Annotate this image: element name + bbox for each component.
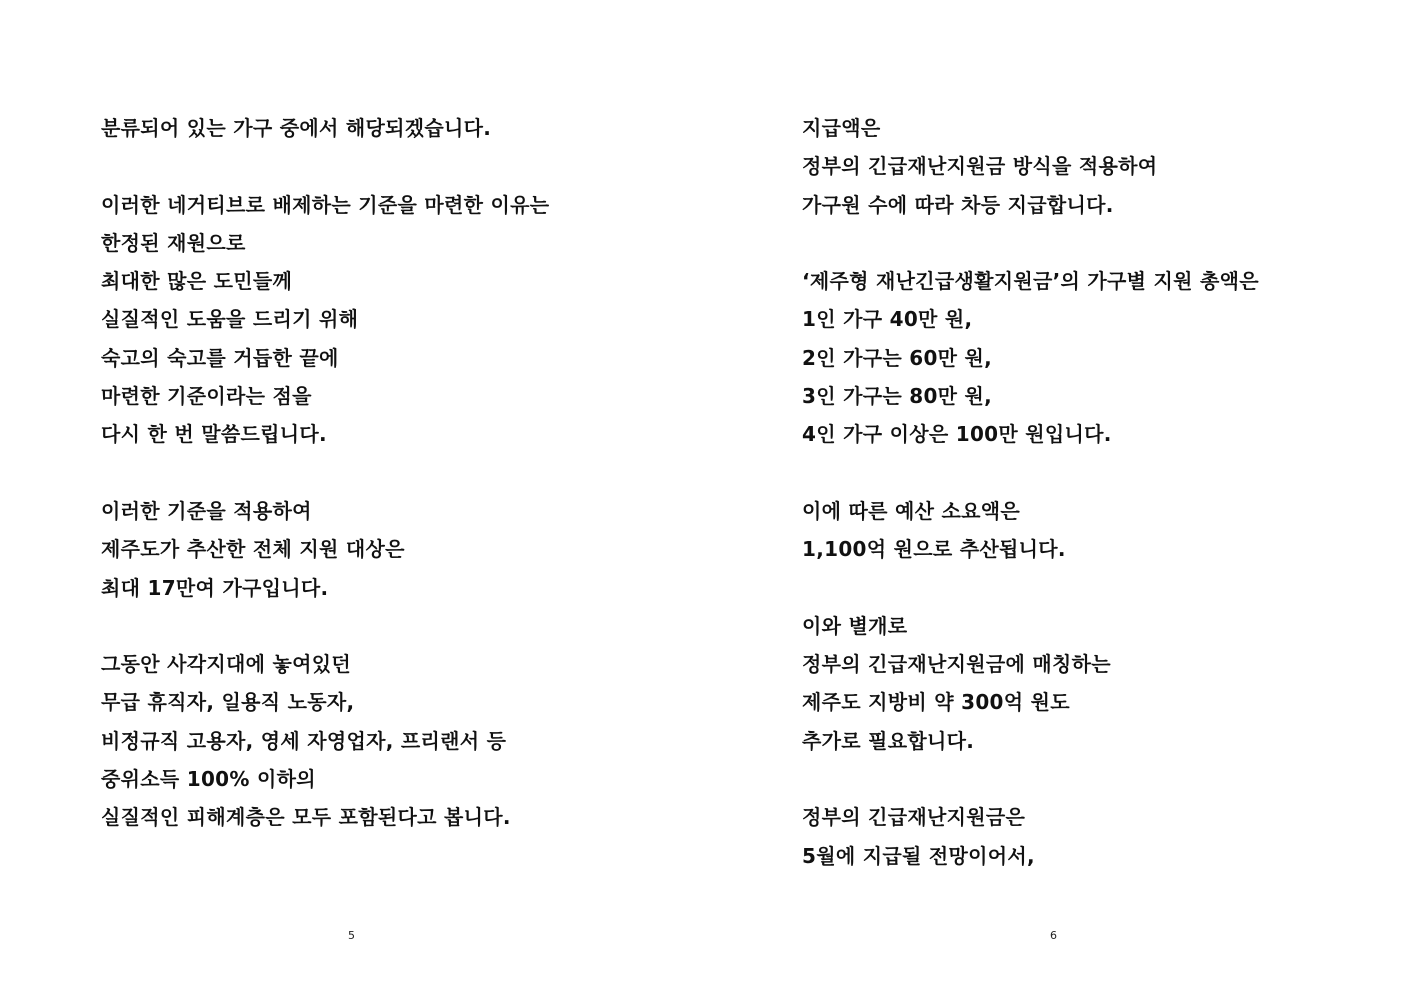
text-line: 정부의 긴급재난지원금 방식을 적용하여 bbox=[802, 154, 1158, 179]
text-line: 숙고의 숙고를 거듭한 끝에 bbox=[101, 345, 339, 370]
text-line: 최대 17만여 가구입니다. bbox=[101, 575, 329, 600]
page-number: 5 bbox=[348, 929, 355, 942]
blank-line bbox=[101, 454, 549, 492]
text-line: 지급액은 bbox=[802, 116, 881, 140]
blank-line bbox=[101, 607, 549, 645]
text-line: 정부의 긴급재난지원금에 매칭하는 bbox=[802, 652, 1111, 677]
text-line: ‘제주형 재난긴급생활지원금’의 가구별 지원 총액은 bbox=[802, 269, 1259, 294]
text-line: 실질적인 피해계층은 모두 포함된다고 봅니다. bbox=[101, 805, 511, 830]
text-line: 분류되어 있는 가구 중에서 해당되겠습니다. bbox=[101, 116, 492, 140]
text-line: 이러한 네거티브로 배제하는 기준을 마련한 이유는 bbox=[101, 192, 550, 217]
text-line: 비정규직 고용자, 영세 자영업자, 프리랜서 등 bbox=[101, 728, 507, 753]
text-line: 이와 별개로 bbox=[802, 613, 908, 638]
text-line: 최대한 많은 도민들께 bbox=[101, 269, 293, 294]
page-left bbox=[0, 0, 701, 992]
text-line: 5월에 지급될 전망이어서, bbox=[802, 843, 1035, 868]
text-line: 4인 가구 이상은 100만 원입니다. bbox=[802, 422, 1112, 447]
text-line: 1인 가구 40만 원, bbox=[802, 307, 973, 332]
blank-line bbox=[802, 760, 1259, 798]
text-line: 정부의 긴급재난지원금은 bbox=[802, 805, 1026, 830]
page-number: 6 bbox=[1050, 929, 1057, 942]
text-line: 그동안 사각지대에 놓여있던 bbox=[101, 652, 351, 677]
text-line: 무급 휴직자, 일용직 노동자, bbox=[101, 690, 355, 715]
text-line: 제주도 지방비 약 300억 원도 bbox=[802, 690, 1070, 715]
text-line: 제주도가 추산한 전체 지원 대상은 bbox=[101, 537, 405, 562]
blank-line bbox=[802, 454, 1259, 492]
text-line: 실질적인 도움을 드리기 위해 bbox=[101, 307, 359, 332]
page-left-text bbox=[101, 109, 549, 837]
blank-line bbox=[802, 569, 1259, 607]
page-right bbox=[701, 0, 1402, 992]
text-line: 다시 한 번 말씀드립니다. bbox=[101, 422, 327, 447]
text-line: 이에 따른 예산 소요액은 bbox=[802, 498, 1020, 523]
text-line: 한정된 재원으로 bbox=[101, 230, 246, 255]
blank-line bbox=[101, 147, 549, 185]
text-line: 1,100억 원으로 추산됩니다. bbox=[802, 537, 1066, 562]
text-line: 2인 가구는 60만 원, bbox=[802, 345, 993, 370]
text-line: 중위소득 100% 이하의 bbox=[101, 767, 316, 792]
text-line: 이러한 기준을 적용하여 bbox=[101, 498, 312, 523]
page-right-text bbox=[802, 109, 1259, 875]
blank-line bbox=[802, 224, 1259, 262]
text-line: 3인 가구는 80만 원, bbox=[802, 384, 993, 409]
text-line: 마련한 기준이라는 점을 bbox=[101, 384, 312, 409]
text-line: 추가로 필요합니다. bbox=[802, 728, 975, 753]
text-line: 가구원 수에 따라 차등 지급합니다. bbox=[802, 192, 1114, 217]
